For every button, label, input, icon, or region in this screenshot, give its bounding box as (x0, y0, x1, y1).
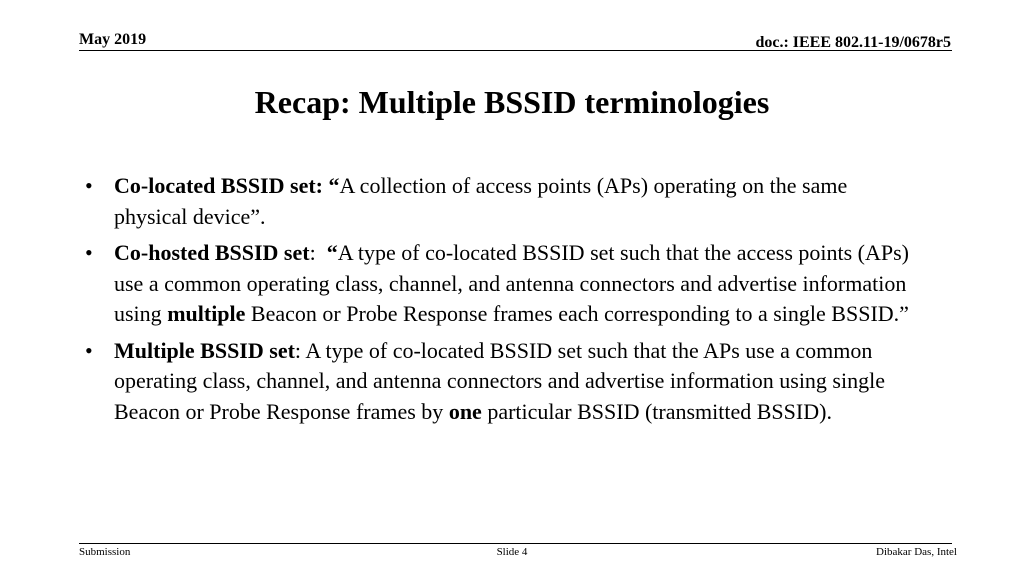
footer-submission: Submission (79, 546, 131, 558)
bullet-text: A type of co-located BSSID set such that the access points (APs) use a common operating class, channel, and antenna connectors and advertise information using (114, 240, 909, 326)
bullet-list (85, 171, 920, 433)
footer-slide-number: Slide 4 (496, 546, 528, 558)
footer-divider (79, 543, 952, 544)
bullet-text-end: Beacon or Probe Response frames each corresponding to a single BSSID.” (245, 301, 909, 326)
header-date: May 2019 (79, 31, 147, 48)
bullet-separator: : (309, 240, 327, 265)
bullet-co-hosted (85, 238, 920, 330)
bullet-multiple-bssid (85, 336, 920, 428)
bullet-emphasis: multiple (167, 301, 246, 326)
bullet-marker: • (85, 337, 93, 363)
header-doc-id: doc.: IEEE 802.11-19/0678r5 (755, 34, 951, 51)
bullet-marker: • (85, 240, 93, 265)
footer-author: Dibakar Das, Intel (876, 546, 957, 558)
bullet-emphasis: one (448, 398, 482, 424)
bullet-term: Multiple BSSID set (114, 337, 295, 363)
bullet-co-located (85, 171, 920, 232)
bullet-text: A collection of access points (APs) operating on the same physical device”. (114, 173, 848, 229)
header-divider (79, 50, 952, 51)
bullet-term: Co-located BSSID set: “ (114, 173, 340, 198)
bullet-text: : A type of co-located BSSID set such that the APs use a common operating class, channel, and antenna connectors and advertise information using single Beacon or Probe Response frames by (114, 337, 885, 424)
bullet-marker: • (85, 173, 93, 198)
bullet-open-quote: “ (326, 240, 338, 265)
slide-title: Recap: Multiple BSSID terminologies (254, 84, 770, 120)
bullet-text-end: particular BSSID (transmitted BSSID). (481, 398, 832, 424)
bullet-term: Co-hosted BSSID set (114, 240, 310, 265)
